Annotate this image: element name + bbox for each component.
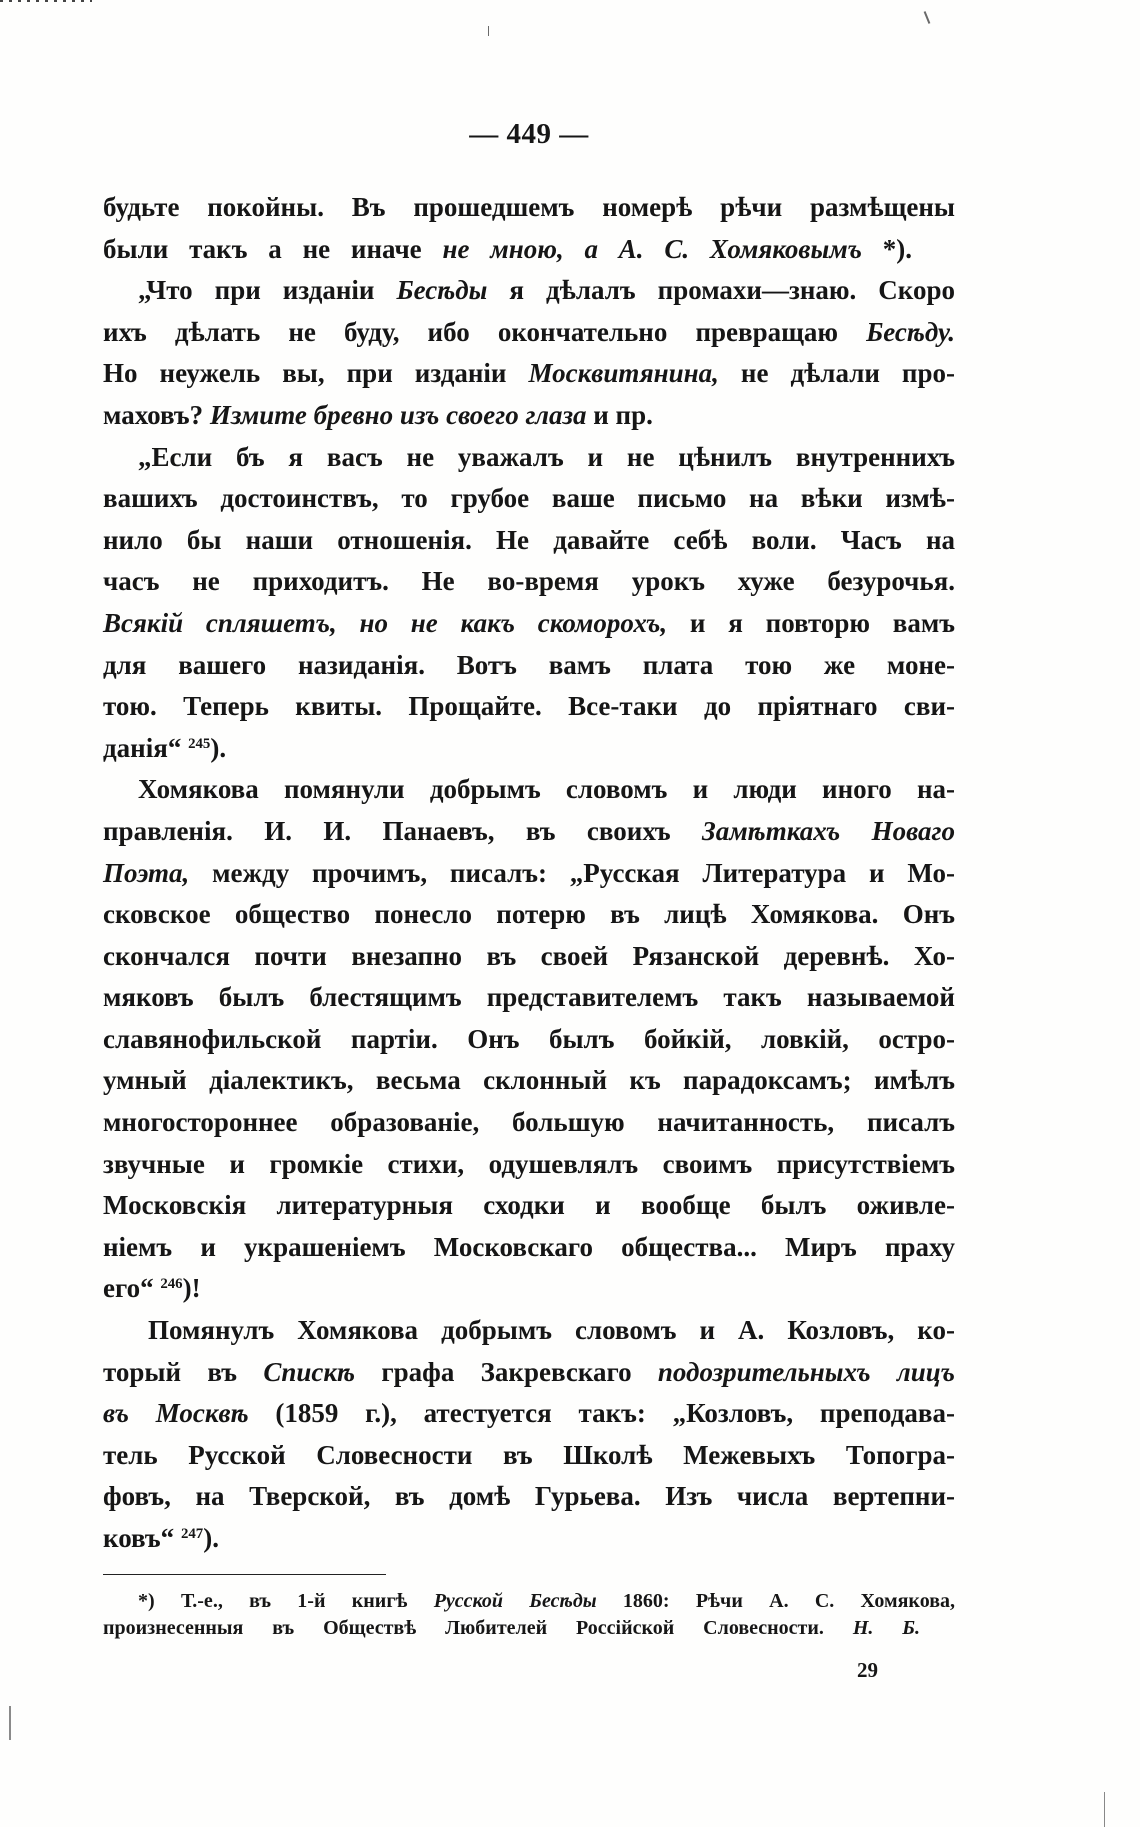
italic-text: Спискѣ: [263, 1356, 356, 1387]
text-segment: маховъ?: [103, 399, 210, 430]
text-segment: были такъ а не иначе: [103, 233, 443, 264]
text-segment: „Если бъ я васъ не уважалъ и не цѣнилъ внутреннихъ: [138, 441, 955, 472]
paragraph: [103, 270, 955, 436]
text-line: [103, 520, 955, 562]
text-segment: ).: [210, 732, 227, 763]
scan-artifact: [924, 11, 931, 24]
text-line: [103, 936, 955, 978]
italic-text: Всякій спляшетъ, но не какъ скоморохъ,: [103, 607, 668, 638]
text-line: [103, 769, 955, 811]
italic-text: Москвитянина,: [528, 358, 719, 389]
text-segment: )!: [182, 1273, 201, 1304]
paragraph: [103, 769, 955, 1310]
text-segment: и я повторю вамъ: [667, 607, 955, 638]
text-segment: его“: [103, 1273, 161, 1304]
italic-text: подозрительныхъ лицъ: [657, 1356, 955, 1387]
running-head-page-number: — 449 —: [469, 118, 589, 150]
text-line: [103, 1019, 955, 1061]
text-segment: для вашего назиданія. Вотъ вамъ плата тою же моне-: [103, 649, 955, 680]
text-line: [103, 1476, 955, 1518]
text-line: [103, 811, 955, 853]
text-segment: и пр.: [586, 399, 653, 430]
citation-number: 246: [160, 1276, 183, 1293]
text-segment: сковское общество понесло потерю въ лицѣ Хомякова. Онъ: [103, 899, 955, 930]
text-line: [103, 977, 955, 1019]
italic-text: Замѣткахъ Новаго: [701, 815, 956, 846]
text-segment: скончался почти внезапно въ своей Рязанской деревнѣ. Хо-: [103, 940, 955, 971]
footnote: [103, 1588, 955, 1642]
text-line: [103, 229, 912, 271]
text-segment: не дѣлали про-: [718, 358, 955, 389]
text-segment: вашихъ достоинствъ, то грубое ваше письмо на вѣки измѣ-: [103, 483, 955, 514]
scan-artifact: [9, 1706, 11, 1740]
text-segment: правленія. И. И. Панаевъ, въ своихъ: [103, 815, 702, 846]
text-line: [103, 686, 955, 728]
text-segment: [862, 234, 883, 264]
text-line: [103, 1268, 955, 1310]
scan-artifact: [0, 0, 92, 2]
italic-text: Бесѣды: [396, 275, 488, 306]
italic-text: Русской Бесѣды: [433, 1590, 597, 1612]
citation-number: 245: [188, 735, 211, 752]
paragraph: [103, 1310, 955, 1560]
text-line: [103, 1102, 955, 1144]
text-line: [103, 1352, 955, 1394]
text-segment: ихъ дѣлать не буду, ибо окончательно превращаю: [103, 316, 867, 347]
text-segment: произнесенныя въ Обществѣ Любителей Россійской Словесности.: [103, 1617, 853, 1639]
text-line: [103, 478, 955, 520]
text-segment: 1860: Рѣчи А. С. Хомякова,: [596, 1590, 955, 1612]
text-segment: будьте покойны. Въ прошедшемъ номерѣ рѣчи размѣщены: [103, 192, 955, 222]
text-segment: звучные и громкіе стихи, одушевлялъ своимъ присутствіемъ: [103, 1148, 955, 1179]
text-segment: ніемъ и украшеніемъ Московскаго общества... Миръ праху: [103, 1231, 955, 1262]
italic-text: Бесѣду.: [866, 316, 955, 347]
italic-text: Измите бревно изъ своего глаза: [209, 399, 587, 430]
text-segment: фовъ, на Тверской, въ домѣ Гурьева. Изъ числа вертепни-: [103, 1481, 955, 1512]
text-segment: мяковъ былъ блестящимъ представителемъ такъ называемой: [103, 982, 955, 1013]
text-line: [103, 561, 955, 603]
signature-mark: 29: [857, 1658, 878, 1682]
text-segment: (1859 г.), атестуется такъ: „Козловъ, преподава-: [248, 1398, 955, 1429]
footnote-marker: *): [882, 233, 906, 264]
text-line: [103, 645, 955, 687]
text-segment: данія“: [103, 732, 189, 763]
text-segment: .: [905, 233, 912, 264]
text-line: [103, 1185, 955, 1227]
text-line: [103, 1227, 955, 1269]
citation-number: 247: [180, 1526, 204, 1543]
text-segment: Хомякова помянули добрымъ словомъ и люди иного на-: [138, 774, 955, 805]
text-line: [103, 1518, 955, 1560]
text-segment: ковъ“: [103, 1523, 181, 1553]
text-line: [103, 1310, 955, 1352]
scan-artifact: [488, 26, 489, 36]
text-segment: между прочимъ, писалъ: „Русская Литература и Мо-: [189, 857, 955, 888]
text-segment: славянофильской партіи. Онъ былъ бойкій, ловкій, остро-: [103, 1023, 955, 1054]
text-line: [103, 395, 955, 437]
text-segment: „Что при изданіи: [138, 275, 397, 306]
italic-text: не мною, а А. С. Хомяковымъ: [442, 233, 862, 264]
text-segment: многостороннее образованіе, большую начитанность, писалъ: [103, 1107, 955, 1138]
paragraph: [103, 187, 955, 270]
text-segment: тель Русской Словесности въ Школѣ Межевыхъ Топогра-: [103, 1439, 955, 1470]
text-line: [103, 603, 955, 645]
text-line: [103, 187, 955, 229]
italic-text: въ Москвѣ: [103, 1398, 249, 1429]
text-segment: Т.-е., въ 1-й книгѣ: [154, 1590, 434, 1612]
text-line: [103, 728, 955, 770]
text-segment: ).: [203, 1523, 219, 1553]
text-segment: Московскія литературныя сходки и вообще былъ оживле-: [103, 1190, 955, 1221]
italic-text: Н. Б.: [852, 1617, 920, 1639]
footnote-divider: [103, 1574, 386, 1575]
text-segment: Но неужель вы, при изданіи: [103, 358, 529, 389]
text-segment: торый въ: [103, 1356, 264, 1387]
text-line: [103, 1144, 955, 1186]
text-segment: графа Закревскаго: [355, 1356, 658, 1387]
text-segment: нило бы наши отношенія. Не давайте себѣ воли. Часъ на: [103, 524, 955, 555]
text-line: [103, 894, 955, 936]
footnote-line: [103, 1588, 955, 1615]
text-line: [103, 1435, 955, 1477]
body-text: [103, 187, 955, 1560]
text-line: [103, 270, 955, 312]
text-segment: часъ не приходитъ. Не во-время урокъ хуже безурочья.: [103, 566, 955, 597]
scan-artifact: [1104, 1792, 1105, 1827]
text-segment: я дѣлалъ промахи—знаю. Скоро: [487, 275, 956, 306]
footnote-line: [103, 1615, 920, 1642]
italic-text: Поэта,: [103, 857, 190, 888]
text-segment: Помянулъ Хомякова добрымъ словомъ и А. Козловъ, ко-: [148, 1315, 955, 1346]
text-segment: тою. Теперь квиты. Прощайте. Все-таки до пріятнаго сви-: [103, 691, 955, 722]
text-line: [103, 853, 955, 895]
text-line: [103, 312, 955, 354]
text-segment: умный діалектикъ, весьма склонный къ парадоксамъ; имѣлъ: [103, 1065, 955, 1096]
text-line: [103, 353, 955, 395]
text-line: [103, 1393, 955, 1435]
paragraph: [103, 437, 955, 770]
footnote-marker: *): [138, 1590, 155, 1612]
text-line: [103, 437, 955, 479]
text-line: [103, 1060, 955, 1102]
